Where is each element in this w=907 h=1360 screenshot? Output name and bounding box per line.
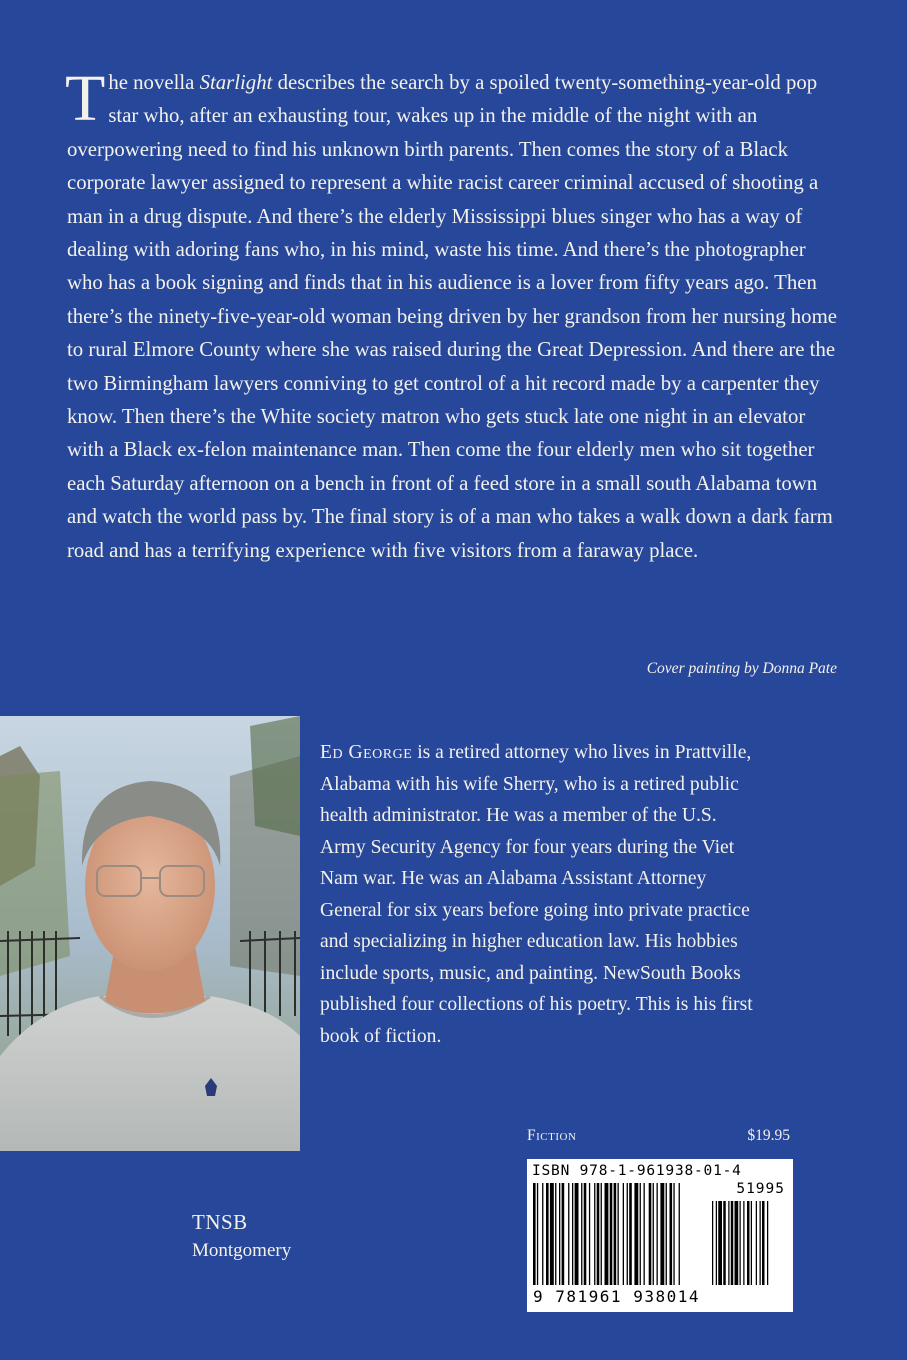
- barcode-bar: [760, 1201, 761, 1285]
- barcode-bar: [743, 1201, 744, 1285]
- drop-cap: T: [65, 62, 106, 135]
- barcode-bar: [572, 1183, 573, 1285]
- barcode-bar: [640, 1183, 641, 1285]
- barcode-bar: [740, 1201, 741, 1285]
- barcode-bar: [767, 1201, 768, 1285]
- barcode-bar: [666, 1183, 667, 1285]
- author-bio-text: is a retired attorney who lives in Prattville, Alabama with his wife Sherry, who is a retired public health administrator. He was a member of the U.S. Army Security Agency for four years during the Viet Nam war. He was an Alabama Assistant Attorney General for six years before going into private practice and specializing in higher education law. His hobbies include sports, music, and painting. NewSouth Books published four collections of his poetry. This is his first book of fiction.: [320, 742, 753, 1047]
- author-photo: [0, 716, 300, 1151]
- barcode-bar: [756, 1201, 757, 1285]
- barcode-bar: [568, 1183, 569, 1285]
- book-description: [65, 62, 842, 567]
- author-portrait-image: [0, 716, 300, 1151]
- cover-credit: Cover painting by Donna Pate: [646, 660, 837, 677]
- isbn-barcode: [527, 1159, 793, 1312]
- novella-title: Starlight: [199, 71, 273, 94]
- barcode-bar: [555, 1183, 556, 1285]
- barcode-bar: [562, 1183, 565, 1285]
- barcode-bar: [533, 1183, 536, 1285]
- barcode-bar: [605, 1183, 609, 1285]
- barcode-bar: [649, 1183, 652, 1285]
- barcode-bar: [653, 1183, 654, 1285]
- barcode-bar: [679, 1183, 680, 1285]
- barcode-bar: [728, 1201, 729, 1285]
- barcode-bar: [673, 1183, 674, 1285]
- barcode-bar: [731, 1201, 734, 1285]
- barcode-bar: [584, 1183, 587, 1285]
- barcode-bar: [670, 1183, 673, 1285]
- barcode-bar: [751, 1201, 752, 1285]
- publisher-city: Montgomery: [192, 1240, 292, 1261]
- barcode-bar: [718, 1201, 722, 1285]
- barcode-bar: [627, 1183, 628, 1285]
- barcode-bar: [575, 1183, 579, 1285]
- isbn-number: ISBN 978-1-961938-01-4: [532, 1163, 742, 1179]
- barcode-bar: [735, 1201, 739, 1285]
- barcode-bar: [594, 1183, 595, 1285]
- barcode-bar: [550, 1183, 554, 1285]
- barcode-bar: [762, 1201, 765, 1285]
- barcode-bar: [597, 1183, 600, 1285]
- barcode-bar: [644, 1183, 645, 1285]
- description-body: describes the search by a spoiled twenty-something-year-old pop star who, after an exhausting tour, wakes up in the middle of the night with an overpowering need to find his unknown birth parents. Then comes the story of a Black corporate lawyer assigned to represent a white racist career criminal accused of shooting a man in a drug dispute. And there’s the elderly Mississippi blues singer who has a way of dealing with adoring fans who, in his mind, waste his time. And there’s the photographer who has a book signing and finds that in his audience is a lover from fifty years ago. Then there’s the ninety-five-year-old woman being driven by her grandson from her nursing home to rural Elmore County where she was raised during the Great Depression. And there are the two Birmingham lawyers conniving to get control of a hit record made by a carpenter they know. Then there’s the White society matron who gets stuck late one night in an elevator with a Black ex-felon maintenance man. Then come the four elderly men who sit together each Saturday afternoon on a bench in front of a feed store in a small south Alabama town and watch the world pass by. The final story is of a man who takes a walk down a dark farm road and has a terrifying experience with five visitors from a faraway place.: [67, 71, 837, 562]
- price-code: 51995: [736, 1181, 785, 1197]
- barcode-bar: [623, 1183, 624, 1285]
- barcode-bar: [723, 1201, 726, 1285]
- barcode-bar: [546, 1183, 549, 1285]
- barcode-bar: [589, 1183, 590, 1285]
- description-lead: he novella: [108, 71, 200, 94]
- barcode-bar: [634, 1183, 638, 1285]
- publisher-name: TNSB: [192, 1210, 248, 1234]
- author-name: Ed George: [320, 742, 413, 763]
- barcode-bar: [660, 1183, 664, 1285]
- barcode-bar: [747, 1201, 750, 1285]
- barcode-bar: [537, 1183, 538, 1285]
- barcode-bar: [614, 1183, 617, 1285]
- barcode-bar: [559, 1183, 560, 1285]
- barcode-bar: [716, 1201, 717, 1285]
- barcode-bar: [581, 1183, 582, 1285]
- category-label: Fiction: [527, 1127, 577, 1144]
- barcode-bar: [712, 1201, 713, 1285]
- barcode-bar: [618, 1183, 619, 1285]
- barcode-bar: [629, 1183, 632, 1285]
- barcode-bar: [610, 1183, 613, 1285]
- description-paragraph: [65, 62, 842, 567]
- price-label: $19.95: [747, 1127, 790, 1144]
- barcode-bar: [601, 1183, 602, 1285]
- ean-digits: 9 781961 938014: [533, 1287, 700, 1306]
- barcode-bar: [657, 1183, 658, 1285]
- barcode-bar: [542, 1183, 543, 1285]
- author-bio: [320, 737, 760, 1052]
